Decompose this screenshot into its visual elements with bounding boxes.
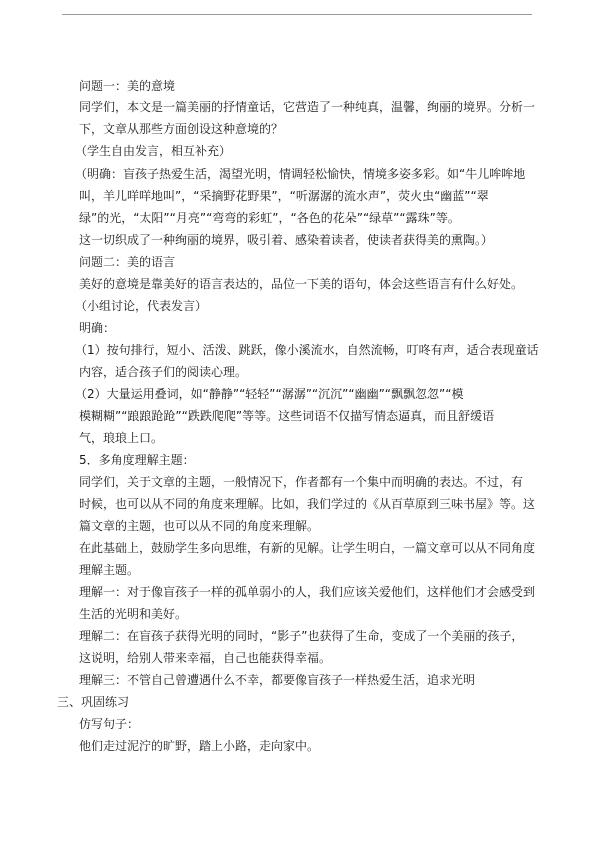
paragraph-line: 理解主题。 [79, 563, 140, 577]
paragraph-line: 在此基础上，鼓励学生多向思维，有新的见解。让学生明白，一篇文章可以从不同角度 [79, 541, 536, 555]
paragraph-line: 篇文章的主题，也可以从不同的角度来理解。 [79, 519, 320, 533]
paragraph-line: 理解一：对于像盲孩子一样的孤单弱小的人，我们应该关爱他们，这样他们才会感受到 [79, 585, 536, 599]
paragraph-line: 绿”的光，“太阳”“月亮”“弯弯的彩虹”，“各色的花朵”“绿草”“露珠”等。 [79, 211, 460, 225]
paragraph-line: 气，琅琅上口。 [79, 431, 164, 445]
paragraph-line: 他们走过泥泞的旷野，踏上小路，走向家中。 [79, 739, 320, 753]
heading-question-one: 问题一：美的意境 [79, 79, 176, 93]
paragraph-line: 内容，适合孩子们的阅读心理。 [79, 365, 248, 379]
paragraph-line: （2）大量运用叠词，如“静静”“轻轻”“潺潺”“沉沉”“幽幽”“飘飘忽忽”“模 [75, 387, 464, 401]
paragraph-line: 明确： [79, 321, 116, 335]
paragraph-line: （学生自由发言，相互补充） [75, 144, 232, 158]
paragraph-line: 生活的光明和美好。 [79, 607, 188, 621]
paragraph-line: 美好的意境是靠美好的语言表达的，品位一下美的语句，体会这些语言有什么好处。 [79, 277, 524, 291]
heading-question-two: 问题二：美的语言 [79, 255, 176, 269]
heading-section-three: 三、巩固练习 [57, 695, 130, 709]
paragraph-line: （明确：盲孩子热爱生活，渴望光明，情调轻松愉快，情境多姿多彩。如“牛儿哞哞地 [75, 167, 526, 181]
paragraph-line: 叫，羊儿咩咩地叫”，“采摘野花野果”，“听潺潺的流水声”，荧火虫“幽蓝”“翠 [79, 189, 489, 203]
paragraph-line: 这说明，给别人带来幸福，自己也能获得幸福。 [79, 651, 332, 665]
paragraph-line: （小组讨论，代表发言） [75, 299, 208, 313]
paragraph-line: 同学们，关于文章的主题，一般情况下，作者都有一个集中而明确的表达。不过，有 [79, 475, 524, 489]
paragraph-line: 理解三：不管自己曾遭遇什么不幸，都要像盲孩子一样热爱生活，追求光明 [79, 673, 476, 687]
paragraph-line: 仿写句子： [79, 717, 140, 731]
paragraph-line: 下，文章从那些方面创设这种意境的？ [79, 122, 284, 136]
paragraph-line: 时候，也可以从不同的角度来理解。比如，我们学过的《从百草原到三味书屋》等。这 [79, 497, 536, 511]
paragraph-line: 理解二：在盲孩子获得光明的同时，“影子”也获得了生命，变成了一个美丽的孩子， [79, 629, 524, 643]
header-rule [62, 14, 532, 15]
heading-section-five: 5．多角度理解主题： [79, 453, 195, 467]
paragraph-line: （1）按句排行，短小、活泼、跳跃，像小溪流水，自然流畅，叮咚有声，适合表现童话 [75, 343, 539, 357]
paragraph-line: 模糊糊”“踉踉跄跄”“跌跌爬爬”等等。这些词语不仅描写情态逼真，而且舒缓语 [79, 409, 495, 423]
paragraph-line: 这一切织成了一种绚丽的境界，吸引着、感染着读者，使读者获得美的熏陶。） [79, 233, 494, 247]
paragraph-line: 同学们，本文是一篇美丽的抒情童话，它营造了一种纯真，温馨，绚丽的境界。分析一 [79, 100, 536, 114]
